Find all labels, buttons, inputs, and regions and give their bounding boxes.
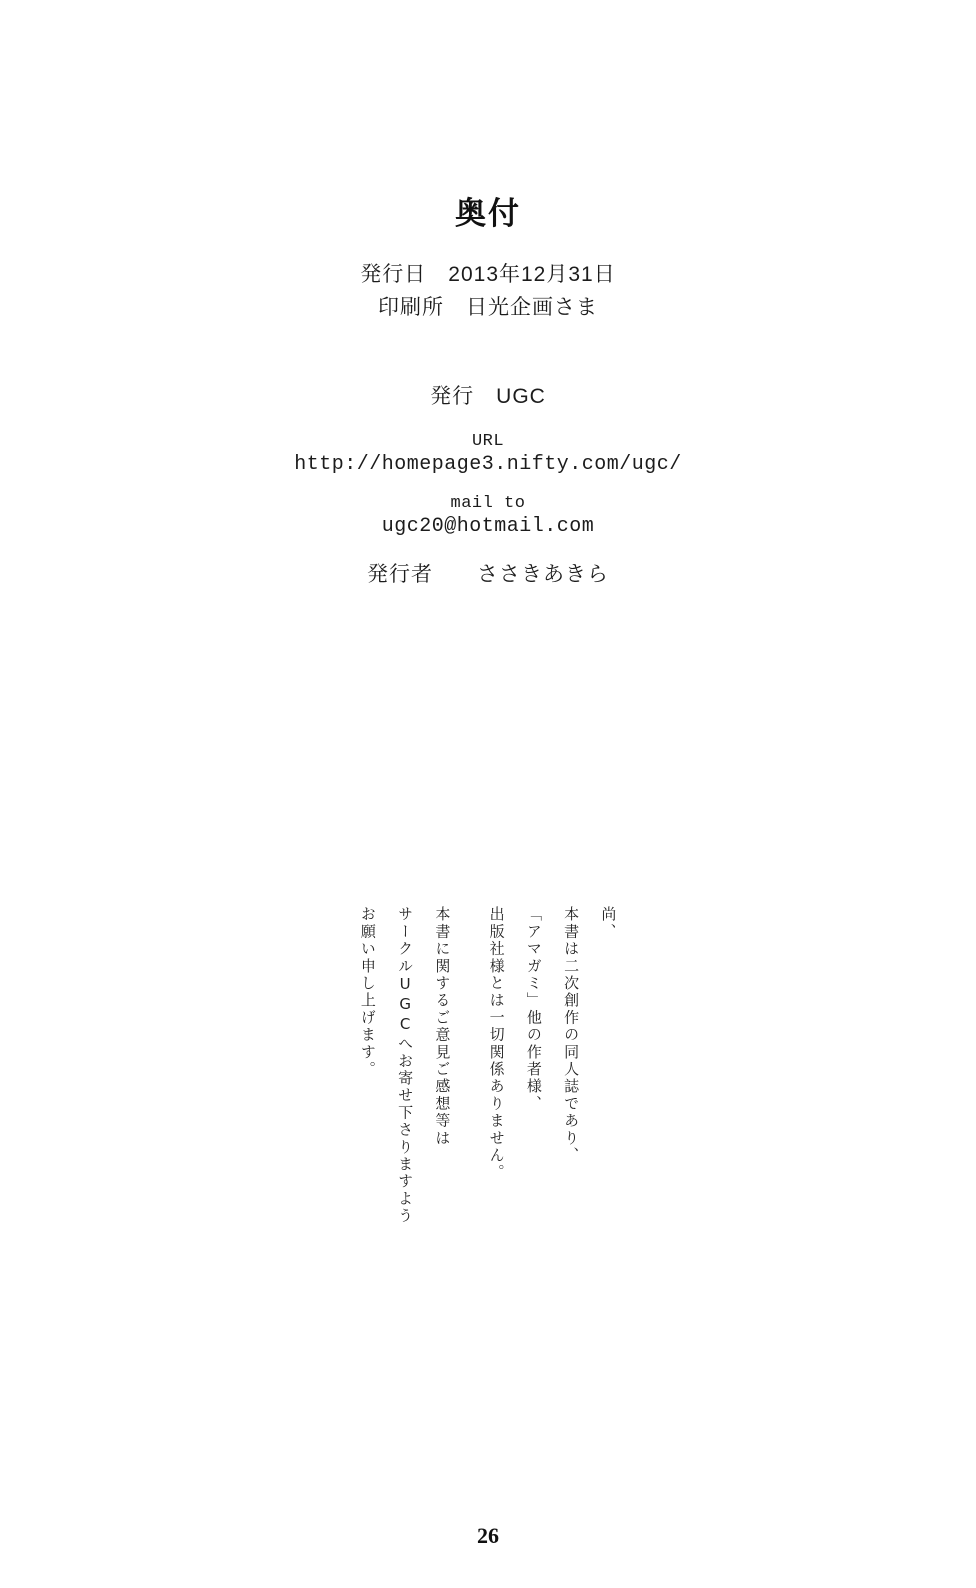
notice-column: 「アマガミ」他の作者様、 bbox=[524, 906, 543, 1113]
notice-column: 本書に関するご意見ご感想等は bbox=[433, 906, 452, 1147]
mail-value[interactable]: ugc20@hotmail.com bbox=[381, 515, 595, 539]
author-block bbox=[0, 558, 976, 588]
author-line: 発行者 ささきあきら bbox=[367, 563, 609, 587]
contact-block bbox=[0, 432, 976, 538]
url-value[interactable]: http://homepage3.nifty.com/ugc/ bbox=[294, 453, 682, 477]
vertical-notice bbox=[0, 906, 976, 1276]
notice-column: 本書は二次創作の同人誌であり、 bbox=[562, 906, 581, 1164]
colophon-page bbox=[0, 188, 976, 1588]
notice-column: 尚、 bbox=[599, 906, 618, 941]
url-label: URL bbox=[471, 432, 505, 452]
printer-line: 印刷所 日光企画さま bbox=[378, 295, 598, 319]
publisher-block bbox=[0, 380, 976, 410]
notice-column: サークルUGCへお寄せ下さりますよう bbox=[396, 906, 415, 1225]
publisher-line: 発行 UGC bbox=[430, 385, 546, 409]
contact-spacer bbox=[0, 476, 976, 494]
page-title: 奥付 bbox=[455, 196, 521, 231]
publication-date-line: 発行日 2013年12月31日 bbox=[360, 263, 616, 286]
notice-column: 出版社様とは一切関係ありません。 bbox=[487, 906, 506, 1182]
page-number: 26 bbox=[477, 1523, 499, 1548]
publication-meta bbox=[0, 259, 976, 324]
notice-column: お願い申し上げます。 bbox=[358, 906, 377, 1078]
mail-label: mail to bbox=[450, 494, 526, 514]
